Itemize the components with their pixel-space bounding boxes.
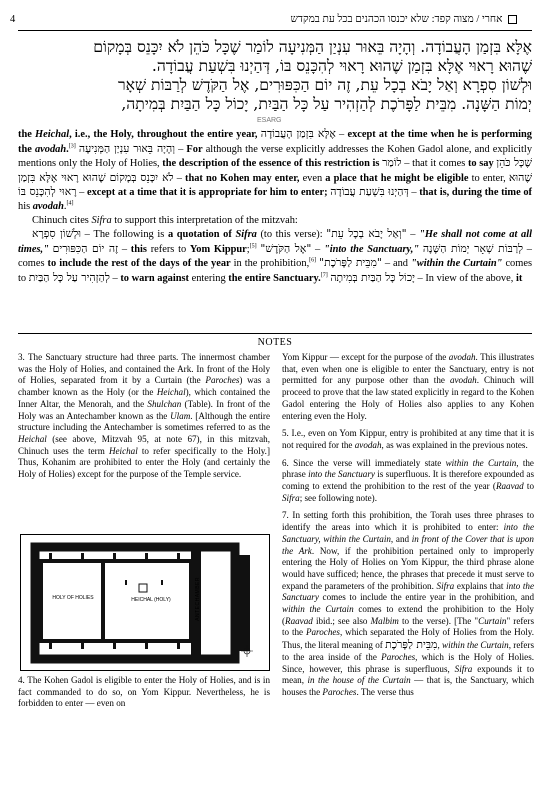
text-run: ibid.; see also (312, 615, 371, 626)
text-run: within the Curtain (282, 604, 354, 615)
hebrew-line: אֶלָּא בִּזְמַן הָעֲבוֹדָה. וְהָיָה בֵּאוּר עִנְיַן הַמְּנִיעָה לוֹמַר שֶׁכָּל כֹּהֵן לֹא יִכָּנֵס בְּמָקוֹם (93, 38, 532, 56)
footnote-ref: [3] (68, 143, 76, 150)
text-run: it (515, 272, 523, 284)
text-run: . This illustrates that, even when one is eligible to enter the Sanctuary, entry is not permitted for any purpose other than the (282, 352, 535, 386)
text-run: to enter, (471, 172, 509, 184)
text-run: avodah (32, 200, 64, 212)
note-5 (282, 428, 534, 451)
text-run: comes to include the entire year in the prohibition, and (318, 592, 534, 603)
text-run: , which separated the Holy of Holies from the Holy. Thus, the literal meaning of (282, 627, 535, 651)
holy-of-holies-label: HOLY OF HOLIES (45, 595, 101, 601)
text-run: . [Although the entire structure including the Antechamber is sometimes referred to as the (18, 410, 270, 433)
text-run: . The verse thus (356, 686, 414, 697)
text-run: , refers to the area inside of the (282, 640, 534, 662)
text-run: – In view of the above, (414, 272, 516, 284)
text-run: avodah (449, 375, 477, 386)
text-run: Sifra (454, 663, 473, 674)
text-run: the description of the essence of this restriction is (162, 158, 383, 170)
antechamber-label: ANTECHAMBER (195, 577, 201, 621)
hebrew-line: יְמוֹת הַשָּׁנָה. מִבֵּית לַפָּרֹכֶת לְהַזְהִיר עַל כָּל הַבַּיִת, יָכוֹל כָּל הַבַּיִת בְּמִיתָה, (121, 95, 532, 113)
text-run: except at a time that it is appropriate for him to enter; (87, 187, 331, 199)
text-run: a place that he might be eligible (325, 172, 472, 184)
text-run: to refer specifically to the Holy.] Thus, Kohanim are prohibited to enter the Holy (and certainly the Holy of Holies) except for the purpose of the Temple service. (18, 445, 270, 480)
text-run: – (109, 272, 121, 284)
text-run: (to this verse): (256, 229, 327, 241)
hebrew-phrase: דְּהַיְנוּ בִּשְׁעַת עֲבוֹדָה (330, 185, 409, 199)
note-4-continued (282, 352, 534, 422)
text-run: that no Kohen may enter, (185, 172, 300, 184)
text-run: 4. The Kohen Gadol is eligible to enter the Holy of Holies, and is in fact commanded to do so, on Yom Kippur. Nevertheless, he is forbidden to enter — even on (18, 675, 270, 709)
text-run: he is performing the (18, 129, 532, 155)
text-run: – (174, 143, 187, 155)
text-run: in front of the Cover that is upon the Ark (282, 533, 534, 556)
hebrew-phrase: אֶלָּא בִּזְמַן הָעֲבוֹדָה (260, 127, 336, 140)
text-run: in the house of the Curtain (307, 675, 411, 686)
text-run: Shulchan (147, 398, 182, 409)
text-run: , the phrase (282, 457, 534, 480)
text-run: explains that (454, 580, 507, 591)
text-run: For (186, 143, 203, 155)
text-run: ; (246, 243, 250, 255)
text-run: ; see following note). (299, 492, 377, 503)
text-run: – (406, 229, 420, 241)
text-run: this (130, 243, 147, 255)
text-run: Curtain (478, 615, 507, 626)
text-run: Paroches (322, 686, 357, 697)
notes-heading: NOTES (257, 337, 293, 348)
text-run: Yom Kippur — except for the purpose of the (282, 352, 449, 362)
text-run: and (393, 533, 412, 544)
text-run: to (523, 481, 534, 492)
text-run: – (335, 129, 348, 140)
text-run: within the Curtain (442, 640, 509, 651)
text-run: – (118, 243, 131, 255)
header-rule (18, 30, 532, 31)
text-run: the entire Sanctuary. (228, 272, 321, 284)
text-run: Yom Kippur (189, 243, 247, 255)
commentary-paragraph (18, 227, 532, 285)
text-run: avodah (448, 352, 476, 362)
text-run: Paroches (381, 651, 416, 662)
hebrew-phrase: וּלְשׁוֹן סִפְרָא (32, 227, 82, 241)
text-run: — that is, the Sanctuary, which houses the (282, 675, 534, 697)
text-run: . Now, if the prohibition pertained only to improperly entering the Holy of Holies on Yom Kippur, the third phrase alone would have sufficed; hence, the phrases that precede it must serve to expand the parameters of the prohibition. (282, 545, 534, 591)
text-run: within the Curtain (445, 457, 517, 468)
text-run: to say (467, 158, 497, 170)
hebrew-phrase: מִבֵּית לַפָּרֹכֶת (385, 638, 438, 652)
text-run: . Chinuch will proceed to prove that the law stated explicitly in regard to the Kohen Gadol entering the Holy of Holies also applies to any Kohen entering even the Holy. (282, 375, 534, 421)
running-header (10, 14, 520, 28)
hebrew-line: שֶׁהוּא רָאוּי אֶלָּא בִּזְמַן שֶׁהוּא רָאוּי לְהִכָּנֵס בּוֹ, דְּהַיְנוּ בִּשְׁעַת עֲבוֹדָה. (151, 57, 532, 75)
text-run: , which is the Holy of Holies. Since, however, this phrase is superfluous, (282, 651, 535, 674)
text-run: Paroches (205, 375, 240, 386)
text-run: comes to (18, 258, 532, 284)
hebrew-phrase: לוֹמַר (382, 156, 402, 170)
note-7 (282, 510, 534, 698)
footnote-ref: [4] (66, 200, 74, 207)
text-run: Sifra (91, 214, 112, 226)
text-run: to include the rest of the days of the year (47, 258, 231, 270)
text-run: Heichal (18, 433, 47, 444)
header-square-icon (508, 15, 517, 24)
hebrew-phrase: לְהַזְהִיר עַל כָּל הַבַּיִת (28, 270, 110, 284)
text-run: into the Sanctuary (308, 469, 375, 480)
text-run: entering (189, 272, 229, 284)
text-run: to the verse). [The " (398, 615, 479, 626)
text-run: Ulam (170, 410, 191, 421)
text-run: . (63, 200, 67, 212)
footnote-ref: [5] (249, 243, 257, 250)
text-run: . (66, 143, 69, 155)
text-run: to support this interpretation of the mitzvah: (111, 214, 298, 226)
text-run: Paroches (305, 627, 340, 638)
text-run: ) was a chamber known as the Holy (or the (18, 375, 270, 398)
text-run: Chinuch cites (32, 214, 92, 226)
hebrew-phrase: "אֶל הַקֹּדֶשׁ" (260, 241, 312, 255)
hebrew-main-text (18, 38, 532, 114)
text-run: , i.e., the Holy, (69, 129, 138, 140)
text-run: – (76, 187, 87, 199)
text-run: Sifra (235, 229, 257, 241)
text-run: avodah (354, 439, 382, 450)
text-run: Heichal (156, 387, 186, 398)
text-run: Raavad (285, 615, 313, 626)
text-run: Heichal (35, 129, 70, 140)
text-run: in the prohibition, (230, 258, 310, 270)
watermark: ESARG (257, 117, 282, 124)
text-run: his (18, 200, 33, 212)
notes-column-right (282, 352, 534, 705)
running-title: אחרי / מצוה קפד: שלא יכנסו הכהנים בכל עת במקדש (290, 14, 503, 25)
text-run: a quotation of (167, 229, 236, 241)
text-run: refers to (146, 243, 190, 255)
text-run: "within the Curtain" (411, 258, 503, 270)
text-run: except at the time when (347, 129, 458, 140)
commentary-paragraph (18, 127, 532, 214)
text-run: – (408, 187, 420, 199)
text-run: even (299, 172, 326, 184)
text-run: although the verse explicitly addresses the Kohen Gadol alone, and explicitly mentions only the Holy of Holies, (18, 143, 533, 170)
text-run: 6. Since the verse will immediately state (282, 457, 446, 468)
note-4 (18, 675, 270, 710)
text-run: Sifra (282, 492, 300, 503)
hebrew-phrase: שֶׁכָּל כֹּהֵן לֹא יִכָּנֵס בְּמָקוֹם שֶׁהוּא רָאוּי אֶלָּא בִּזְמַן (18, 156, 532, 184)
text-run: Malbim (370, 615, 399, 626)
text-run: – that it comes (401, 158, 468, 170)
text-run: throughout the entire year, (137, 129, 261, 140)
text-run: , (437, 640, 443, 651)
hebrew-phrase: יָכוֹל כָּל הַבַּיִת בְּמִיתָה (330, 270, 415, 284)
commentary-paragraph (18, 214, 532, 228)
text-run: 5. I.e., even on Yom Kippur, entry is prohibited at any time that it is not required for the (282, 428, 534, 450)
text-run: "into the Sanctuary," (323, 243, 420, 255)
sanctuary-diagram (20, 534, 270, 671)
hebrew-phrase: לְרַבּוֹת שְׁאָר יְמוֹת הַשָּׁנָה (422, 241, 524, 255)
text-run: – (311, 243, 324, 255)
text-run: (see above, Mitzvah 95, at note 67), in this mitzvah, Chinuch uses the term (18, 433, 270, 456)
text-run: – (173, 172, 185, 184)
text-run: – and (381, 258, 411, 270)
notes-rule (18, 333, 532, 334)
note-6 (282, 458, 534, 505)
text-run: to warn against (120, 272, 190, 284)
footnote-ref: [7] (320, 272, 328, 279)
text-run: 3. The Sanctuary structure had three parts. The innermost chamber was the Holy of Holies, and contained the Ark. In front of the Holy of Holies, separated from it by a Curtain (the (18, 352, 270, 386)
hebrew-phrase: זֶה יוֹם הַכִּפּוּרִים (52, 241, 119, 255)
text-run: 7. In setting forth this prohibition, the Torah uses three phrases to identify the areas into which it is prohibited to enter: (282, 510, 534, 533)
text-run: the (18, 129, 36, 140)
heichal-label: HEICHAL (HOLY) (131, 597, 171, 603)
english-commentary (18, 127, 532, 286)
text-run: Sifra (436, 580, 455, 591)
text-run: " refers to the (282, 615, 534, 638)
notes-column-left (18, 352, 270, 487)
text-run: Heichal (108, 445, 138, 456)
hebrew-phrase: "וְאַל יָבֹא בְכָל עֵת" (326, 227, 407, 241)
hebrew-phrase: "מִבֵּית לַפָּרֹכֶת" (319, 256, 382, 270)
hebrew-phrase: וְהָיָה בֵּאוּר עִנְיַן הַמְּנִיעָה (78, 141, 175, 155)
text-run: comes to extend the prohibition to the Holy ( (282, 604, 534, 626)
footnote-ref: [6] (309, 257, 317, 264)
note-3 (18, 352, 270, 481)
text-run: – The following is (81, 229, 168, 241)
hebrew-line: וּלְשׁוֹן סִפְרָא וְאַל יָבֹא בְכָל עֵת, זֶה יוֹם הַכִּפּוּרִים, אֶל הַקֹּדֶשׁ לְרַבּוֹת שְׁאָר (117, 76, 532, 94)
hebrew-phrase: שֶׁהוּא רָאוּי לְהִכָּנֵס בּוֹ (18, 170, 532, 199)
text-run: , as was explained in the previous notes. (381, 439, 528, 450)
page-number: 4 (10, 14, 16, 25)
text-run: is superfluous. It is therefore expounded as coming to extend the prohibition to the rest of the year ( (282, 469, 534, 492)
text-run: – comes (18, 243, 532, 270)
text-run: (Table). In front of the Holy was an Antechamber known as the (18, 398, 270, 421)
text-run: ), which contained the Inner Altar, the Menorah, and the (18, 387, 270, 409)
text-run: avodah (34, 143, 67, 155)
text-run: into the Sanctuary (282, 580, 534, 603)
text-run: Raavad (495, 481, 524, 492)
text-run: expounds it to mean, (282, 663, 534, 686)
text-run: "He shall not come at all times," (18, 229, 533, 255)
text-run: into the Sanctuary, within the Curtain, (282, 522, 535, 544)
text-run: that is, during the time of (419, 187, 532, 199)
